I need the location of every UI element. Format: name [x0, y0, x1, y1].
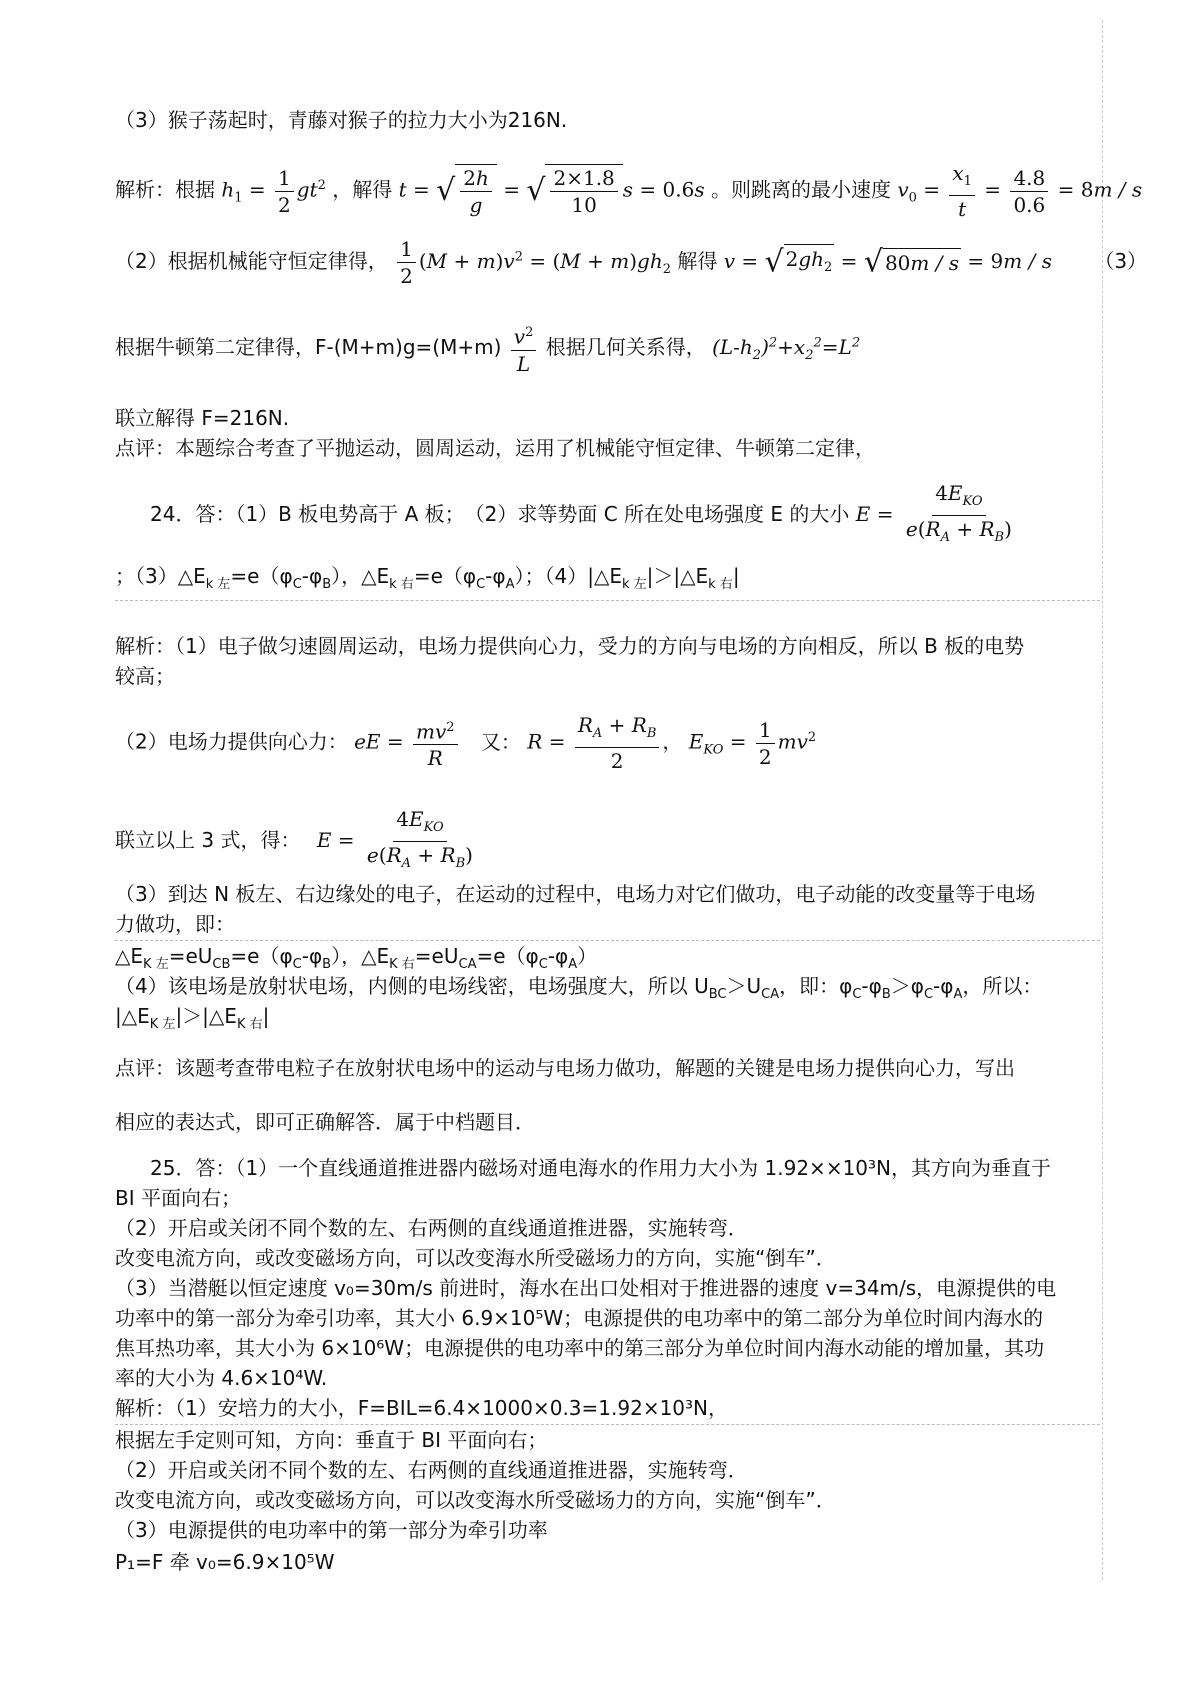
- line-centripetal: （2）电场力提供向心力： eE = $\frac{mv^2}{R}$ 又： R = $\frac{R_A + R_B}{2}$ ， $E_{KO}$ = $\frac{1}{2}$ $mv^2$: [115, 713, 817, 773]
- line-monkey-tension: （3）猴子荡起时，青藤对猴子的拉力大小为216N.: [115, 108, 568, 132]
- line-analysis-25-3: （3）电源提供的电功率中的第一部分为牵引功率: [115, 1518, 548, 1542]
- line-analysis-24-1b: 较高；: [115, 664, 175, 688]
- line-analysis-25-1b: 根据左手定则可知，方向：垂直于 BI 平面向右；: [115, 1428, 548, 1452]
- line-answer-25-3d: 率的大小为 4.6×10⁴W.: [115, 1366, 328, 1390]
- line-answer-25: 25．答：（1）一个直线通道推进器内磁场对通电海水的作用力大小为 1.92××10³N，其方向为垂直于: [150, 1156, 1052, 1180]
- line-combined-result: 联立以上 3 式，得： E = $4E_{KO}$ $e(R_A + R_B)$: [115, 807, 473, 871]
- line-comment-23: 点评：本题综合考查了平抛运动，圆周运动，运用了机械能守恒定律、牛顿第二定律，: [115, 436, 875, 460]
- line-analysis-24-1: 解析：（1）电子做匀速圆周运动，电场力提供向心力，受力的方向与电场的方向相反，所以 B 板的电势: [115, 634, 1025, 658]
- line-power-p1: P₁=F 牵 v₀=6.9×10⁵W: [115, 1550, 335, 1574]
- line-energy-change: $\triangle E_{K 左}=eU_{CB}=e(\varphi_C-\varphi_B)$，$\triangle E_{K 右}=eU_{CA}=e(\varphi_C-\varphi_A)$: [115, 944, 598, 972]
- line-comment-24: 点评：该题考查带电粒子在放射状电场中的运动与电场力做功，解题的关键是电场力提供向心力，写出: [115, 1056, 1015, 1080]
- line-newton-second-law: 根据牛顿第二定律得，F-(M+m)g=(M+m) $\frac{v^2}{L}$ 根据几何关系得， $(L-h_2)^2+x_2^2=L^2$: [115, 320, 860, 377]
- line-answer-24-cont: ；$(3)\triangle E_{k 左}=e(\varphi_C-\varphi_B)$，$\triangle E_{k 右}=e(\varphi_C-\varphi_A)$；$(4)|\triangle E_{k 左}|>|\triangle E_{k 右}|$: [115, 564, 740, 592]
- line-analysis-24-4: （4）该电场是放射状电场，内侧的电场线密，电场强度大，所以 $U_{BC}>U_{CA}$，即：$\varphi_C-\varphi_B>\varphi_C-\varphi_A$，所以：: [115, 974, 1043, 1002]
- line-analysis-25-1: 解析：（1）安培力的大小，F=BIL=6.4×1000×0.3=1.92×10³N，: [115, 1396, 729, 1420]
- line-answer-25b: BI 平面向右；: [115, 1186, 241, 1210]
- line-energy-conservation: （2）根据机械能守恒定律得， $\frac{1}{2}$ $(M + m)v^2 = (M + m)gh_2$ 解得 v = √ $2gh_2$ = √ 80m / s = 9m / s （3）: [115, 237, 1148, 288]
- line-answer-25-3c: 焦耳热功率，其大小为 6×10⁶W；电源提供的电功率中的第三部分为单位时间内海水动能的增加量，其功: [115, 1336, 1045, 1360]
- line-analysis-25-2: （2）开启或关闭不同个数的左、右两侧的直线通道推进器，实施转弯．: [115, 1458, 748, 1482]
- line-answer-25-2: （2）开启或关闭不同个数的左、右两侧的直线通道推进器，实施转弯．: [115, 1216, 748, 1240]
- divider: [115, 1424, 1100, 1425]
- line-result-f: 联立解得 F=216N.: [115, 406, 290, 430]
- line-analysis-24-3: （3）到达 N 板左、右边缘处的电子，在运动的过程中，电场力对它们做功，电子动能的改变量等于电场: [115, 882, 1036, 906]
- line-analysis-24-4b: $|\triangle E_{K 左}|>|\triangle E_{K 右}|$: [115, 1004, 270, 1032]
- line-analysis-25-2b: 改变电流方向，或改变磁场方向，可以改变海水所受磁场力的方向，实施“倒车”．: [115, 1488, 836, 1512]
- line-comment-24b: 相应的表达式，即可正确解答．属于中档题目．: [115, 1110, 535, 1134]
- line-answer-25-3b: 功率中的第一部分为牵引功率，其大小 6.9×10⁵W；电源提供的电功率中的第二部分为单位时间内海水的: [115, 1306, 1044, 1330]
- line-answer-25-2b: 改变电流方向，或改变磁场方向，可以改变海水所受磁场力的方向，实施“倒车”．: [115, 1246, 836, 1270]
- line-analysis-time: 解析：根据 $h_1$ = $\frac{1}{2}$ $gt^2$ ，解得 t = √ $\frac{2h}{g}$ = √ $\frac{2\times 1.8}{10}$ s = 0.6s 。则跳离的最小速度 $v_0$ = $\frac{x_1}{t}$ = $\frac{4.8}{0.6}$ = 8m / s: [115, 161, 1143, 221]
- line-analysis-24-3b: 力做功，即：: [115, 912, 235, 936]
- line-answer-25-3: （3）当潜艇以恒定速度 v₀=30m/s 前进时，海水在出口处相对于推进器的速度 v=34m/s，电源提供的电: [115, 1276, 1057, 1300]
- divider: [115, 940, 1100, 941]
- divider: [115, 600, 1100, 601]
- line-answer-24: 24．答：（1）B 板电势高于 A 板； （2）求等势面 C 所在处电场强度 E 的大小 E = $4E_{KO}$ $e(R_A + R_B)$: [150, 481, 1012, 545]
